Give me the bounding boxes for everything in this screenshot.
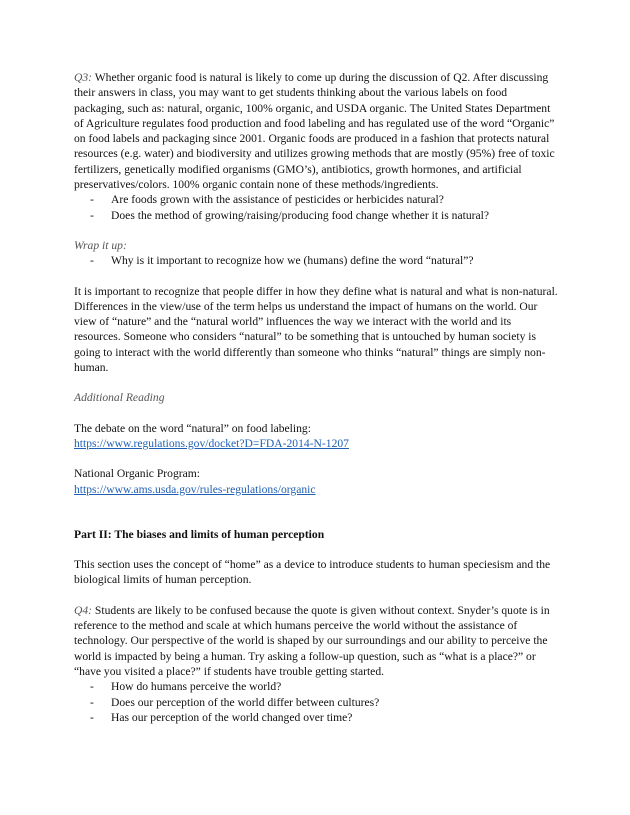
reading-item-2-text: National Organic Program: — [74, 467, 200, 481]
usda-organic-link[interactable]: https://www.ams.usda.gov/rules-regulations/organic — [74, 482, 316, 496]
bullet-dash: - — [90, 710, 94, 724]
regulations-gov-link[interactable]: https://www.regulations.gov/docket?D=FDA-2014-N-1207 — [74, 436, 349, 450]
q3-text: Whether organic food is natural is likely to come up during the discussion of Q2. After discussing their answers in class, you may want to get students thinking about the various labels on food packaging, such as: natural, organic, 100% organic, and USDA organic. The United States Department of Agriculture regulates food production and food labeling and has regulated use of the word “Organic” on food labels and packaging since 2001. Organic foods are produced in a fashion that protects natural resources (e.g. water) and biodiversity and utilizes growing methods that are mostly (95%) free of toxic fertilizers, genetically modified organisms (GMO’s), antibiotics, growth hormones, and artificial preservatives/colors. 100% organic contain none of these methods/ingredients. — [74, 71, 555, 192]
bullet-dash: - — [90, 208, 94, 222]
bullet-dash: - — [90, 680, 94, 694]
bullet-text: Has our perception of the world changed over time? — [111, 710, 353, 724]
q4-text: Students are likely to be confused because the quote is given without context. Snyder’s quote is in reference to the method and scale at which humans perceive the world without the assistance of technology. Our perspective of the world is shaped by our surroundings and our ability to perceive the world is impacted by being a human. Try asking a follow-up question, such as “what is a place?” or “have you visited a place?” if students have trouble getting started. — [74, 603, 550, 678]
list-item — [74, 192, 560, 207]
wrap-up-bullet-list — [74, 253, 560, 268]
bullet-dash: - — [90, 695, 94, 709]
document-page — [74, 70, 560, 725]
list-item — [74, 710, 560, 725]
wrap-up-label: Wrap it up: — [74, 238, 127, 252]
q4-paragraph — [74, 603, 560, 679]
list-item — [74, 695, 560, 710]
bullet-dash: - — [90, 193, 94, 207]
bullet-dash: - — [90, 254, 94, 268]
bullet-text: Does our perception of the world differ between cultures? — [111, 695, 380, 709]
bullet-text: Does the method of growing/raising/producing food change whether it is natural? — [111, 208, 489, 222]
bullet-text: How do humans perceive the world? — [111, 680, 282, 694]
q3-bullet-list — [74, 192, 560, 223]
list-item — [74, 208, 560, 223]
list-item — [74, 679, 560, 694]
list-item — [74, 253, 560, 268]
bullet-text: Are foods grown with the assistance of pesticides or herbicides natural? — [111, 193, 444, 207]
part-two-intro: This section uses the concept of “home” as a device to introduce students to human speciesism and the biological limits of human perception. — [74, 558, 551, 587]
part-two-heading: Part II: The biases and limits of human perception — [74, 527, 325, 541]
q4-label: Q4: — [74, 603, 93, 617]
q3-label: Q3: — [74, 71, 93, 84]
wrap-up-paragraph: It is important to recognize that people differ in how they define what is natural and what is non-natural. Differences in the view/use of the term helps us understand the impact of humans on the world. Our view of “nature” and the “natural world” influences the way we interact with the world and its resources. Someone who considers “natural” to be something that is untouched by human society is going to interact with the world differently than someone who thinks “natural” things are simply non-human. — [74, 284, 558, 375]
q3-paragraph — [74, 70, 560, 192]
additional-reading-label: Additional Reading — [74, 391, 165, 405]
q4-bullet-list — [74, 679, 560, 725]
reading-item-1-text: The debate on the word “natural” on food labeling: — [74, 421, 311, 435]
bullet-text: Why is it important to recognize how we (humans) define the word “natural”? — [111, 254, 474, 268]
